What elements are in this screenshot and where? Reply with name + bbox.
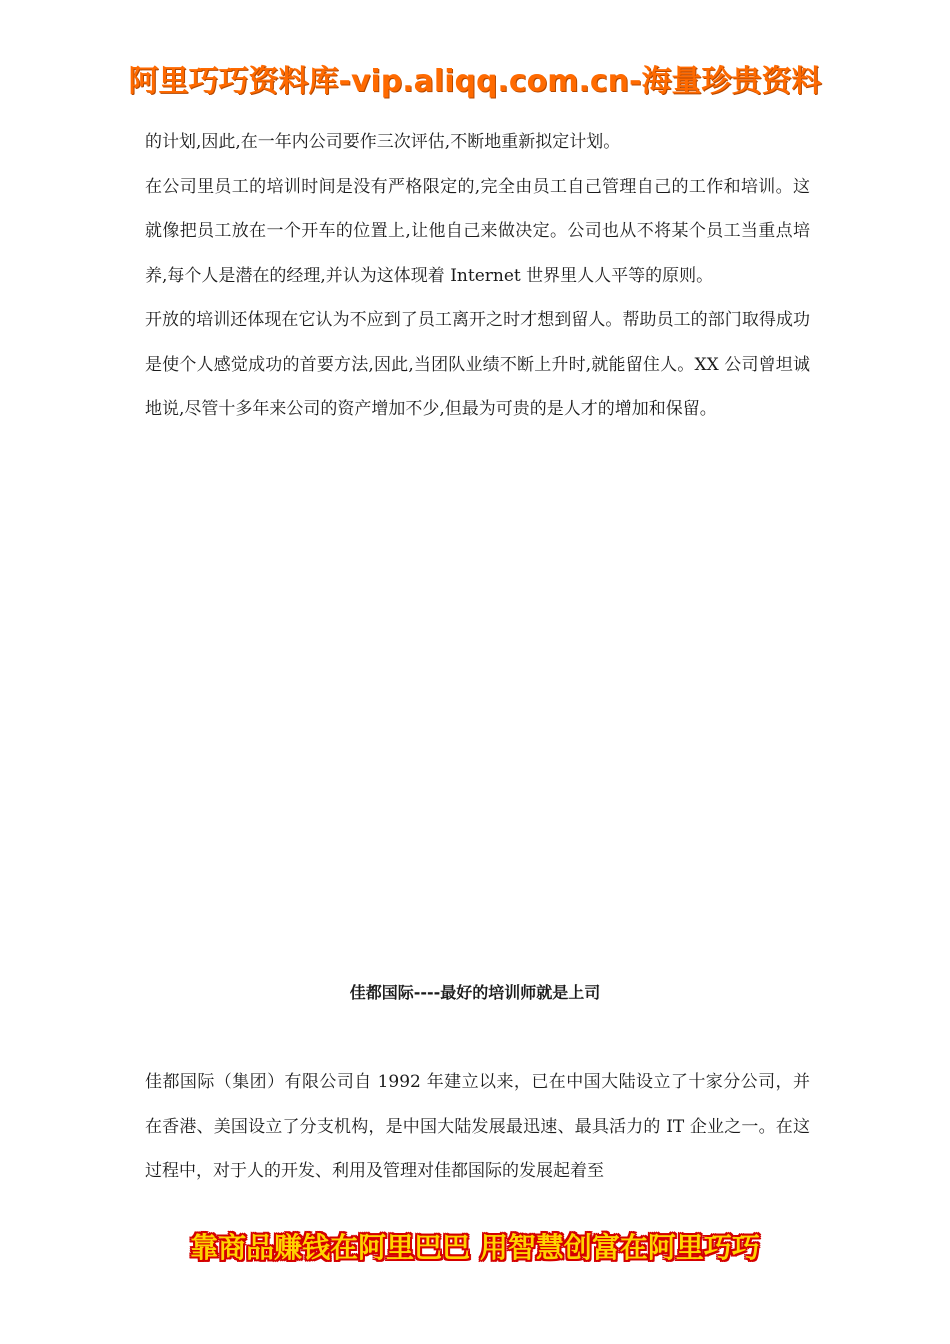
footer-banner: 靠商品赚钱在阿里巴巴 用智慧创富在阿里巧巧	[190, 1231, 760, 1264]
paragraph: 在公司里员工的培训时间是没有严格限定的,完全由员工自己管理自己的工作和培训。这就像把员工放在一个开车的位置上,让他自己来做决定。公司也从不将某个员工当重点培养,每个人是潜在的经理,并认为这体现着 Internet 世界里人人平等的原则。	[145, 176, 810, 286]
paragraph: 的计划,因此,在一年内公司要作三次评估,不断地重新拟定计划。	[145, 132, 621, 152]
section-body	[145, 1060, 810, 1194]
paragraph: 佳都国际（集团）有限公司自 1992 年建立以来，已在中国大陆设立了十家分公司，并在香港、美国设立了分支机构，是中国大陆发展最迅速、最具活力的 IT 企业之一。在这过程中，对于人的开发、利用及管理对佳都国际的发展起着至	[145, 1072, 810, 1181]
header-banner: 阿里巧巧资料库-vip.aliqq.com.cn-海量珍贵资料	[128, 64, 822, 99]
paragraph: 开放的培训还体现在它认为不应到了员工离开之时才想到留人。帮助员工的部门取得成功是使个人感觉成功的首要方法,因此,当团队业绩不断上升时,就能留住人。XX 公司曾坦诚地说,尽管十多年来公司的资产增加不少,但最为可贵的是人才的增加和保留。	[145, 310, 810, 419]
document-body	[145, 120, 810, 432]
section-title: 佳都国际----最好的培训师就是上司	[349, 983, 601, 1002]
